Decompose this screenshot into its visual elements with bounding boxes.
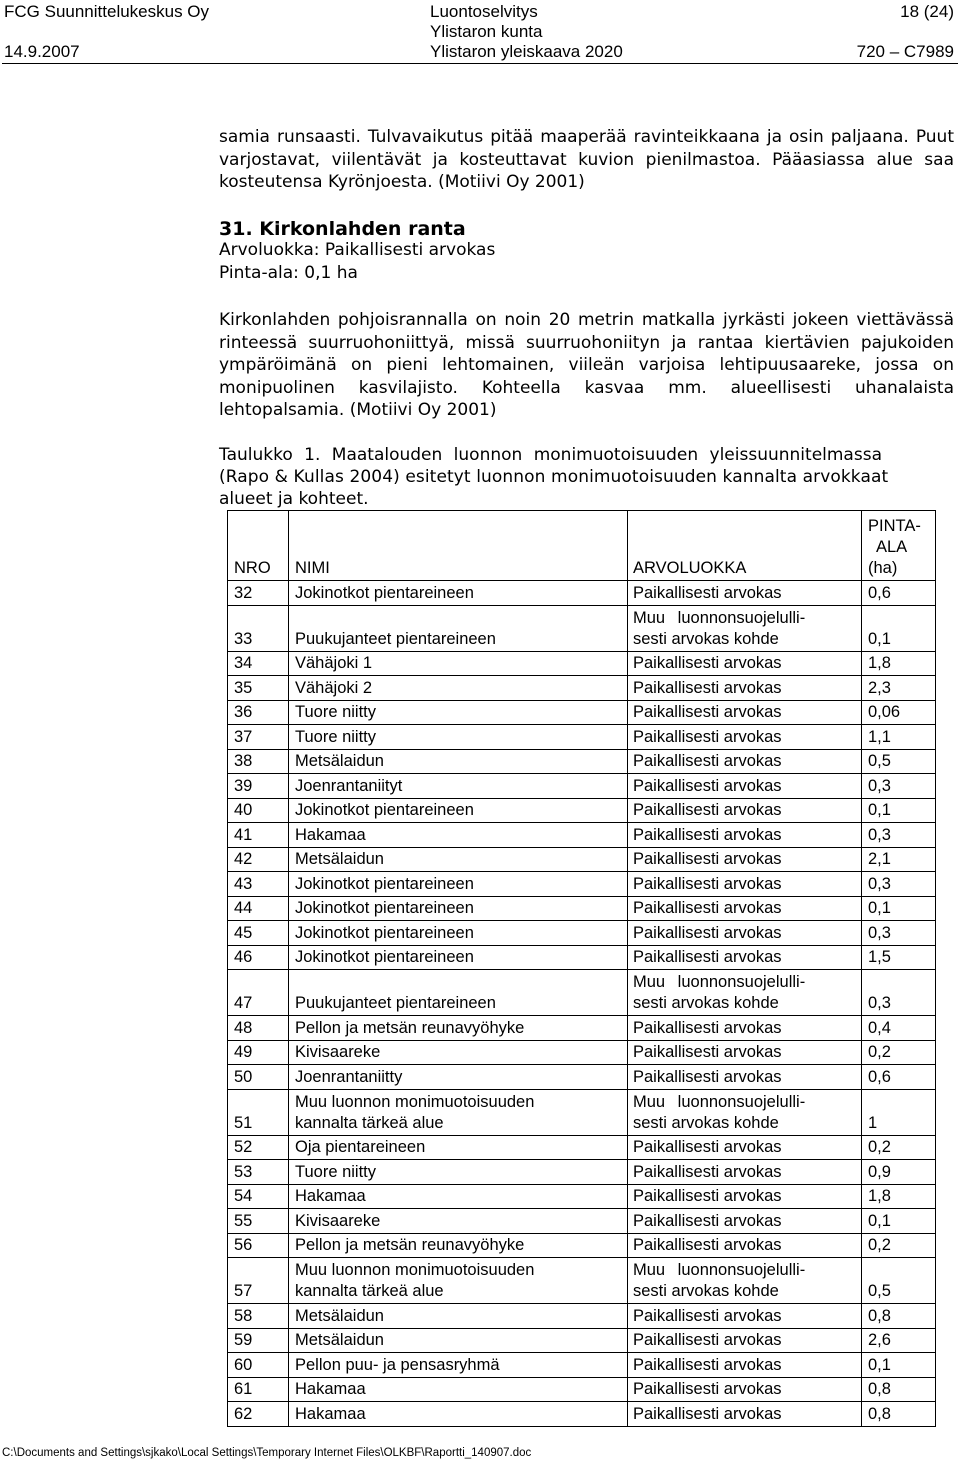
- row-nro: 37: [228, 725, 289, 750]
- row-arvoluokka: Paikallisesti arvokas: [628, 945, 862, 970]
- row-nimi: Kivisaareke: [289, 1040, 628, 1065]
- row-arvoluokka-line: sesti arvokas kohde: [633, 629, 779, 648]
- row-arvoluokka: Paikallisesti arvokas: [628, 1065, 862, 1090]
- table-row: [228, 774, 936, 799]
- header-project-code: 720 – C7989: [856, 42, 954, 61]
- row-arvoluokka-line: Muu luonnonsuojelulli-: [633, 1092, 806, 1111]
- row-pinta-ala: 0,3: [862, 823, 936, 848]
- row-arvoluokka: Paikallisesti arvokas: [628, 1402, 862, 1427]
- row-nro: 59: [228, 1328, 289, 1353]
- row-nimi: Pellon ja metsän reunavyöhyke: [289, 1233, 628, 1258]
- table-row: [228, 847, 936, 872]
- intro-paragraph: samia runsaasti. Tulvavaikutus pitää maaperää ravinteikkaana ja osin paljaana. Puut varjostavat, viilentävät ja kosteuttavat kuvion pienilmastoa. Pääasiassa alue saa kosteutensa Kyrönjoesta. (Motiivi Oy 2001): [219, 127, 954, 192]
- row-pinta-ala: 2,6: [862, 1328, 936, 1353]
- header-page-number: 18 (24): [900, 2, 954, 21]
- row-arvoluokka: [628, 1089, 862, 1135]
- row-pinta-ala: 0,6: [862, 1065, 936, 1090]
- header-nro: NRO: [228, 511, 289, 581]
- header-company: FCG Suunnittelukeskus Oy: [4, 2, 210, 21]
- row-pinta-ala: 1,8: [862, 651, 936, 676]
- row-nimi: Jokinotkot pientareineen: [289, 945, 628, 970]
- table-row: [228, 1016, 936, 1041]
- row-nro: 49: [228, 1040, 289, 1065]
- row-arvoluokka: Paikallisesti arvokas: [628, 700, 862, 725]
- table-row: [228, 823, 936, 848]
- row-arvoluokka: Paikallisesti arvokas: [628, 921, 862, 946]
- row-arvoluokka: Paikallisesti arvokas: [628, 896, 862, 921]
- row-arvoluokka: Paikallisesti arvokas: [628, 1328, 862, 1353]
- row-nimi: Jokinotkot pientareineen: [289, 581, 628, 606]
- row-arvoluokka-line: Muu luonnonsuojelulli-: [633, 1261, 806, 1279]
- row-arvoluokka-line: Muu luonnonsuojelulli-: [633, 973, 806, 991]
- row-nimi: Puukujanteet pientareineen: [289, 605, 628, 651]
- row-pinta-ala: 1,5: [862, 945, 936, 970]
- row-pinta-ala: 0,2: [862, 1135, 936, 1160]
- row-nro: 38: [228, 749, 289, 774]
- row-arvoluokka: [628, 970, 862, 1016]
- row-arvoluokka: Paikallisesti arvokas: [628, 1304, 862, 1329]
- table-caption-line-1: Taulukko 1. Maatalouden luonnon monimuotoisuuden yleissuunnitelmassa: [219, 445, 882, 465]
- row-arvoluokka: Paikallisesti arvokas: [628, 1016, 862, 1041]
- row-nimi: Kivisaareke: [289, 1209, 628, 1234]
- row-nro: 54: [228, 1184, 289, 1209]
- row-pinta-ala: 1,8: [862, 1184, 936, 1209]
- row-arvoluokka: Paikallisesti arvokas: [628, 749, 862, 774]
- row-nimi: Pellon puu- ja pensasryhmä: [289, 1353, 628, 1378]
- row-nro: 52: [228, 1135, 289, 1160]
- row-pinta-ala: 0,6: [862, 581, 936, 606]
- header-plan-name: Ylistaron yleiskaava 2020: [430, 42, 623, 61]
- row-arvoluokka-line: sesti arvokas kohde: [633, 1282, 779, 1300]
- row-nro: 36: [228, 700, 289, 725]
- row-pinta-ala: 0,3: [862, 970, 936, 1016]
- row-pinta-ala: 0,3: [862, 921, 936, 946]
- row-pinta-ala: 0,2: [862, 1233, 936, 1258]
- row-nimi: Jokinotkot pientareineen: [289, 896, 628, 921]
- table-header-row: [228, 511, 936, 581]
- row-arvoluokka: Paikallisesti arvokas: [628, 847, 862, 872]
- table-row: [228, 1233, 936, 1258]
- row-arvoluokka: Paikallisesti arvokas: [628, 676, 862, 701]
- header-pinta-ala: [862, 511, 936, 581]
- row-nimi: [289, 1089, 628, 1135]
- row-nro: 53: [228, 1160, 289, 1185]
- row-arvoluokka: Paikallisesti arvokas: [628, 774, 862, 799]
- table-row: [228, 1209, 936, 1234]
- table-row: [228, 1040, 936, 1065]
- table-row: [228, 798, 936, 823]
- row-nimi: Jokinotkot pientareineen: [289, 921, 628, 946]
- row-nro: 50: [228, 1065, 289, 1090]
- row-nro: 58: [228, 1304, 289, 1329]
- row-nimi: Joenrantaniityt: [289, 774, 628, 799]
- table-row: [228, 1377, 936, 1402]
- table-caption-line-3: alueet ja kohteet.: [219, 489, 369, 509]
- table-caption-line-2: (Rapo & Kullas 2004) esitetyt luonnon monimuotoisuuden kannalta arvokkaat: [219, 467, 889, 487]
- row-nimi: Tuore niitty: [289, 725, 628, 750]
- row-arvoluokka-line: sesti arvokas kohde: [633, 1113, 779, 1132]
- row-nro: 32: [228, 581, 289, 606]
- row-nimi: Hakamaa: [289, 1402, 628, 1427]
- row-pinta-ala: 0,5: [862, 749, 936, 774]
- row-nimi: Hakamaa: [289, 823, 628, 848]
- row-nimi: Jokinotkot pientareineen: [289, 798, 628, 823]
- table-row: [228, 749, 936, 774]
- row-pinta-ala: 0,1: [862, 1353, 936, 1378]
- row-arvoluokka: Paikallisesti arvokas: [628, 651, 862, 676]
- table-row: [228, 1304, 936, 1329]
- section-title: 31. Kirkonlahden ranta: [219, 218, 466, 240]
- row-nimi: Hakamaa: [289, 1377, 628, 1402]
- row-nro: 57: [228, 1258, 289, 1304]
- row-nro: 43: [228, 872, 289, 897]
- row-nimi: Pellon ja metsän reunavyöhyke: [289, 1016, 628, 1041]
- footer-file-path: C:\Documents and Settings\sjkako\Local Settings\Temporary Internet Files\OLKBF\Raportti_140907.doc: [2, 1447, 532, 1459]
- row-nro: 62: [228, 1402, 289, 1427]
- table-row: [228, 700, 936, 725]
- header-divider: [2, 63, 958, 64]
- row-arvoluokka-line: Muu luonnonsuojelulli-: [633, 608, 806, 627]
- row-arvoluokka: Paikallisesti arvokas: [628, 1135, 862, 1160]
- table-row: [228, 1184, 936, 1209]
- table-row: [228, 1160, 936, 1185]
- row-pinta-ala: 0,3: [862, 872, 936, 897]
- row-nro: 39: [228, 774, 289, 799]
- row-nro: 44: [228, 896, 289, 921]
- row-nro: 61: [228, 1377, 289, 1402]
- row-nro: 46: [228, 945, 289, 970]
- valuable-sites-table: [227, 510, 936, 1427]
- row-nimi: Metsälaidun: [289, 1304, 628, 1329]
- row-nro: 51: [228, 1089, 289, 1135]
- header-nimi: NIMI: [289, 511, 628, 581]
- header-report-type: Luontoselvitys: [430, 2, 538, 21]
- row-pinta-ala: 0,8: [862, 1377, 936, 1402]
- row-pinta-ala: 1,1: [862, 725, 936, 750]
- row-arvoluokka: Paikallisesti arvokas: [628, 798, 862, 823]
- row-nro: 48: [228, 1016, 289, 1041]
- row-pinta-ala: 0,1: [862, 896, 936, 921]
- table-row: [228, 1328, 936, 1353]
- table-row: [228, 651, 936, 676]
- row-pinta-ala: 0,06: [862, 700, 936, 725]
- row-arvoluokka: Paikallisesti arvokas: [628, 1160, 862, 1185]
- row-nro: 56: [228, 1233, 289, 1258]
- table-row: [228, 1402, 936, 1427]
- row-pinta-ala: 0,2: [862, 1040, 936, 1065]
- row-pinta-ala: 1: [862, 1089, 936, 1135]
- row-arvoluokka: [628, 1258, 862, 1304]
- row-nro: 35: [228, 676, 289, 701]
- row-pinta-ala: 0,4: [862, 1016, 936, 1041]
- row-arvoluokka: Paikallisesti arvokas: [628, 1184, 862, 1209]
- row-nro: 55: [228, 1209, 289, 1234]
- row-nimi: Jokinotkot pientareineen: [289, 872, 628, 897]
- row-nro: 40: [228, 798, 289, 823]
- row-pinta-ala: 0,5: [862, 1258, 936, 1304]
- header-pinta-ala-line-2: ALA: [876, 538, 908, 556]
- header-date: 14.9.2007: [4, 42, 80, 61]
- row-nro: 34: [228, 651, 289, 676]
- row-nro: 47: [228, 970, 289, 1016]
- header-arvoluokka: ARVOLUOKKA: [628, 511, 862, 581]
- row-nimi-line: kannalta tärkeä alue: [295, 1113, 444, 1132]
- section-description: Kirkonlahden pohjoisrannalla on noin 20 metrin matkalla jyrkästi jokeen viettävässä rinteessä suurruohoniittyä, missä suurruohoniityn ja rantaa kiertävien pajukoiden ympäröimänä on pieni lehtomainen, viileän varjoisa lehtipuusaareke, jossa on monipuolinen kasvilajisto. Kohteella kasvaa mm. alueellisesti uhanalaista lehtopalsamia. (Motiivi Oy 2001): [219, 310, 954, 420]
- row-nimi-line: Muu luonnon monimuotoisuuden: [295, 1092, 535, 1111]
- row-nimi-line: Muu luonnon monimuotoisuuden: [295, 1261, 535, 1279]
- row-pinta-ala: 0,8: [862, 1402, 936, 1427]
- row-pinta-ala: 2,3: [862, 676, 936, 701]
- table-row: [228, 896, 936, 921]
- row-pinta-ala: 0,3: [862, 774, 936, 799]
- row-nro: 45: [228, 921, 289, 946]
- row-arvoluokka: Paikallisesti arvokas: [628, 1209, 862, 1234]
- table-row: [228, 970, 936, 1016]
- row-nimi: Metsälaidun: [289, 749, 628, 774]
- row-arvoluokka: Paikallisesti arvokas: [628, 1353, 862, 1378]
- row-nimi: Vähäjoki 2: [289, 676, 628, 701]
- row-nimi: Tuore niitty: [289, 700, 628, 725]
- table-row: [228, 1135, 936, 1160]
- table-row: [228, 1353, 936, 1378]
- row-nimi: [289, 1258, 628, 1304]
- row-arvoluokka: Paikallisesti arvokas: [628, 725, 862, 750]
- table-row: [228, 581, 936, 606]
- row-nimi: Metsälaidun: [289, 1328, 628, 1353]
- row-nimi: Joenrantaniitty: [289, 1065, 628, 1090]
- table-row: [228, 605, 936, 651]
- table-row: [228, 676, 936, 701]
- table-row: [228, 945, 936, 970]
- row-nro: 41: [228, 823, 289, 848]
- table-row: [228, 1258, 936, 1304]
- row-pinta-ala: 0,1: [862, 1209, 936, 1234]
- row-nimi: Hakamaa: [289, 1184, 628, 1209]
- header-pinta-ala-line-3: (ha): [868, 559, 898, 577]
- row-arvoluokka: Paikallisesti arvokas: [628, 1233, 862, 1258]
- table-row: [228, 1065, 936, 1090]
- header-municipality: Ylistaron kunta: [430, 22, 543, 41]
- header-pinta-ala-line-1: PINTA-: [868, 517, 921, 535]
- table-row: [228, 725, 936, 750]
- table-row: [228, 872, 936, 897]
- row-arvoluokka: Paikallisesti arvokas: [628, 823, 862, 848]
- row-nimi: Vähäjoki 1: [289, 651, 628, 676]
- row-pinta-ala: 0,1: [862, 798, 936, 823]
- row-arvoluokka: [628, 605, 862, 651]
- row-nimi: Oja pientareineen: [289, 1135, 628, 1160]
- row-arvoluokka: Paikallisesti arvokas: [628, 1040, 862, 1065]
- row-nimi-line: kannalta tärkeä alue: [295, 1282, 444, 1300]
- section-area: Pinta-ala: 0,1 ha: [219, 263, 358, 283]
- row-arvoluokka: Paikallisesti arvokas: [628, 872, 862, 897]
- row-arvoluokka: Paikallisesti arvokas: [628, 581, 862, 606]
- row-arvoluokka-line: sesti arvokas kohde: [633, 994, 779, 1012]
- section-value-class: Arvoluokka: Paikallisesti arvokas: [219, 240, 496, 260]
- row-nro: 42: [228, 847, 289, 872]
- row-arvoluokka: Paikallisesti arvokas: [628, 1377, 862, 1402]
- row-pinta-ala: 2,1: [862, 847, 936, 872]
- row-nro: 60: [228, 1353, 289, 1378]
- row-pinta-ala: 0,1: [862, 605, 936, 651]
- row-nimi: Puukujanteet pientareineen: [289, 970, 628, 1016]
- row-pinta-ala: 0,9: [862, 1160, 936, 1185]
- row-nimi: Tuore niitty: [289, 1160, 628, 1185]
- table-row: [228, 921, 936, 946]
- table-row: [228, 1089, 936, 1135]
- row-nro: 33: [228, 605, 289, 651]
- row-pinta-ala: 0,8: [862, 1304, 936, 1329]
- row-nimi: Metsälaidun: [289, 847, 628, 872]
